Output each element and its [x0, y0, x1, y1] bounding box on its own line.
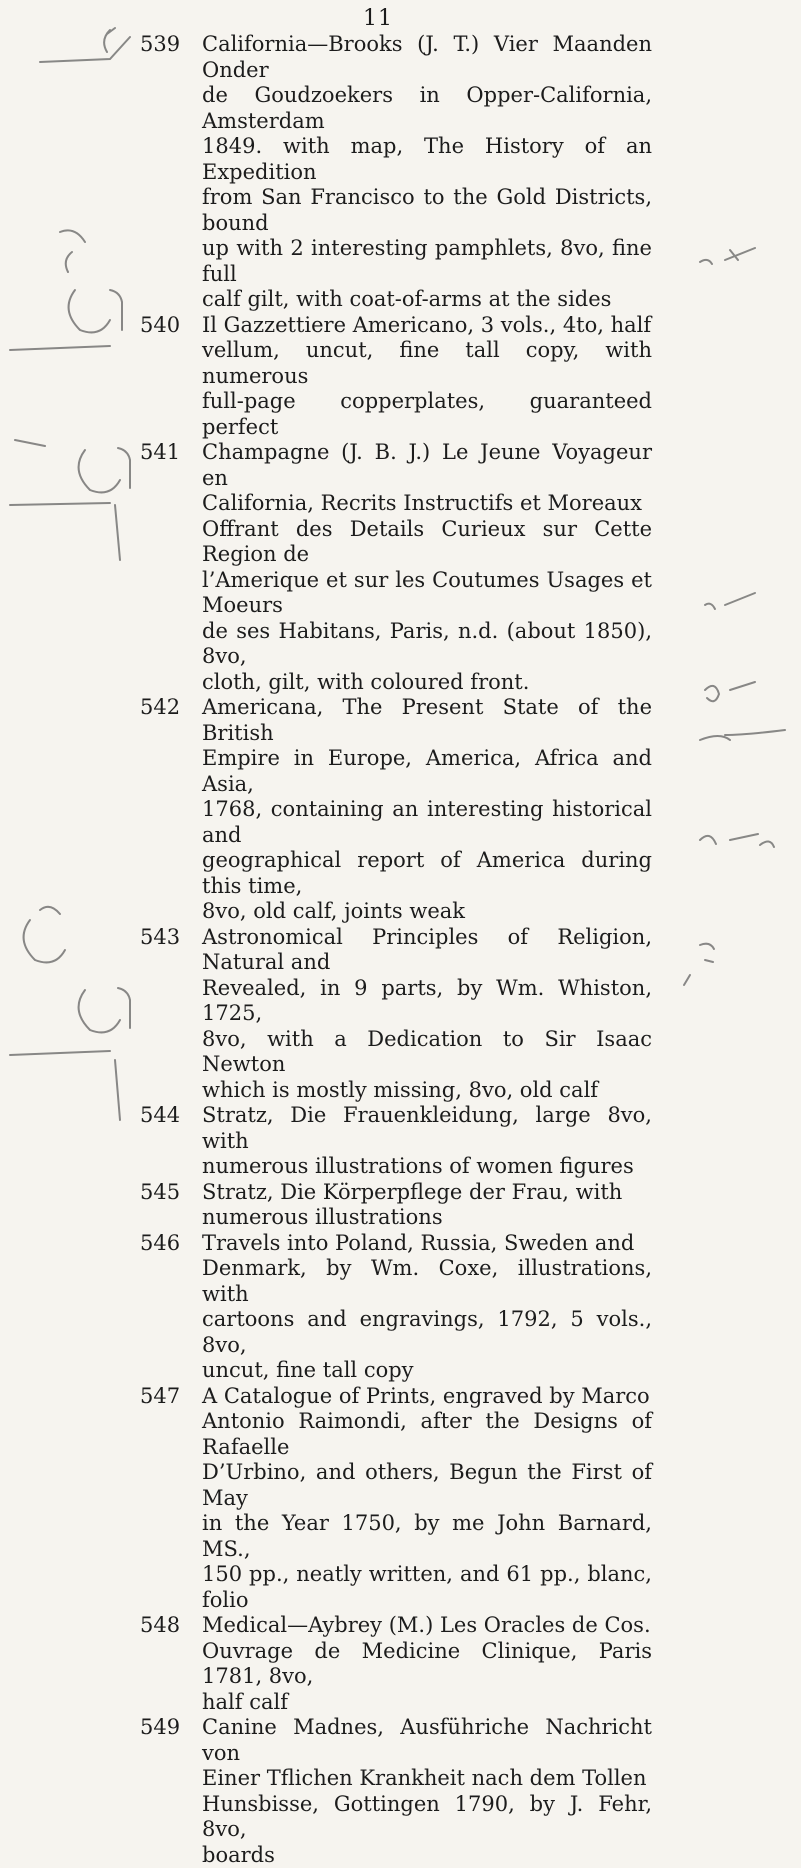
- description-line: Astronomical Principles of Religion, Natural and: [202, 925, 652, 976]
- description-line: up with 2 interesting pamphlets, 8vo, fine full: [202, 236, 652, 287]
- description-line: l’Amerique et sur les Coutumes Usages et Moeurs: [202, 568, 652, 619]
- description-line: Hunsbisse, Gottingen 1790, by J. Fehr, 8vo,: [202, 1792, 652, 1843]
- description-line: full-page copperplates, guaranteed perfect: [202, 389, 652, 440]
- description-line: 8vo, with a Dedication to Sir Isaac Newton: [202, 1027, 652, 1078]
- lot-description: [202, 1384, 652, 1614]
- lot-description: [202, 1180, 652, 1231]
- description-line: Revealed, in 9 parts, by Wm. Whiston, 1725,: [202, 976, 652, 1027]
- description-line: Americana, The Present State of the British: [202, 695, 652, 746]
- lot-description: [202, 440, 652, 695]
- lot-number: 542: [140, 695, 195, 721]
- description-line: cartoons and engravings, 1792, 5 vols., 8vo,: [202, 1307, 652, 1358]
- description-line: California, Recrits Instructifs et Moreaux: [202, 491, 652, 517]
- catalogue-entry: [0, 925, 801, 1104]
- catalogue-entry: [0, 313, 801, 441]
- lot-number: 544: [140, 1103, 195, 1129]
- description-line: D’Urbino, and others, Begun the First of May: [202, 1460, 652, 1511]
- lot-number: 543: [140, 925, 195, 951]
- description-line: cloth, gilt, with coloured front.: [202, 670, 652, 696]
- description-line: 150 pp., neatly written, and 61 pp., blanc, folio: [202, 1562, 652, 1613]
- catalogue-entry: [0, 1613, 801, 1715]
- description-line: uncut, fine tall copy: [202, 1358, 652, 1384]
- description-line: California—Brooks (J. T.) Vier Maanden Onder: [202, 32, 652, 83]
- lot-number: 541: [140, 440, 195, 466]
- lot-description: [202, 1715, 652, 1868]
- description-line: which is mostly missing, 8vo, old calf: [202, 1078, 652, 1104]
- lot-description: [202, 925, 652, 1104]
- description-line: Empire in Europe, America, Africa and Asia,: [202, 746, 652, 797]
- description-line: 1768, containing an interesting historical and: [202, 797, 652, 848]
- lot-description: [202, 1613, 652, 1715]
- catalogue-entry: [0, 1715, 801, 1868]
- description-line: de ses Habitans, Paris, n.d. (about 1850), 8vo,: [202, 619, 652, 670]
- description-line: 8vo, old calf, joints weak: [202, 899, 652, 925]
- description-line: calf gilt, with coat-of-arms at the sides: [202, 287, 652, 313]
- catalogue-entry: [0, 1103, 801, 1180]
- catalogue-entry: [0, 440, 801, 695]
- lot-number: 546: [140, 1231, 195, 1257]
- description-line: Canine Madnes, Ausführiche Nachricht von: [202, 1715, 652, 1766]
- description-line: geographical report of America during this time,: [202, 848, 652, 899]
- lot-number: 547: [140, 1384, 195, 1410]
- description-line: Champagne (J. B. J.) Le Jeune Voyageur en: [202, 440, 652, 491]
- description-line: in the Year 1750, by me John Barnard, MS.,: [202, 1511, 652, 1562]
- description-line: Einer Tflichen Krankheit nach dem Tollen: [202, 1766, 652, 1792]
- lot-number: 545: [140, 1180, 195, 1206]
- description-line: half calf: [202, 1690, 652, 1716]
- lot-description: [202, 695, 652, 925]
- description-line: Denmark, by Wm. Coxe, illustrations, with: [202, 1256, 652, 1307]
- description-line: Ouvrage de Medicine Clinique, Paris 1781, 8vo,: [202, 1639, 652, 1690]
- description-line: A Catalogue of Prints, engraved by Marco: [202, 1384, 652, 1410]
- description-line: from San Francisco to the Gold Districts, bound: [202, 185, 652, 236]
- lot-description: [202, 313, 652, 441]
- description-line: Travels into Poland, Russia, Sweden and: [202, 1231, 652, 1257]
- lot-number: 540: [140, 313, 195, 339]
- catalogue-entry: [0, 695, 801, 925]
- description-line: Stratz, Die Frauenkleidung, large 8vo, with: [202, 1103, 652, 1154]
- catalogue-entry: [0, 32, 801, 313]
- description-line: Stratz, Die Körperpflege der Frau, with: [202, 1180, 652, 1206]
- lot-description: [202, 32, 652, 313]
- description-line: boards: [202, 1843, 652, 1868]
- description-line: Offrant des Details Curieux sur Cette Region de: [202, 517, 652, 568]
- description-line: vellum, uncut, fine tall copy, with numerous: [202, 338, 652, 389]
- description-line: Il Gazzettiere Americano, 3 vols., 4to, half: [202, 313, 652, 339]
- lot-description: [202, 1231, 652, 1384]
- catalogue-entry: [0, 1231, 801, 1384]
- description-line: numerous illustrations: [202, 1205, 652, 1231]
- catalogue-entry: [0, 1384, 801, 1614]
- description-line: numerous illustrations of women figures: [202, 1154, 652, 1180]
- description-line: Medical—Aybrey (M.) Les Oracles de Cos.: [202, 1613, 652, 1639]
- lot-number: 548: [140, 1613, 195, 1639]
- page-number: 11: [363, 6, 393, 31]
- lot-number: 539: [140, 32, 195, 58]
- catalogue-listing: [0, 32, 801, 1868]
- description-line: 1849. with map, The History of an Expedition: [202, 134, 652, 185]
- lot-number: 549: [140, 1715, 195, 1741]
- description-line: Antonio Raimondi, after the Designs of Rafaelle: [202, 1409, 652, 1460]
- catalogue-entry: [0, 1180, 801, 1231]
- lot-description: [202, 1103, 652, 1180]
- description-line: de Goudzoekers in Opper-California, Amsterdam: [202, 83, 652, 134]
